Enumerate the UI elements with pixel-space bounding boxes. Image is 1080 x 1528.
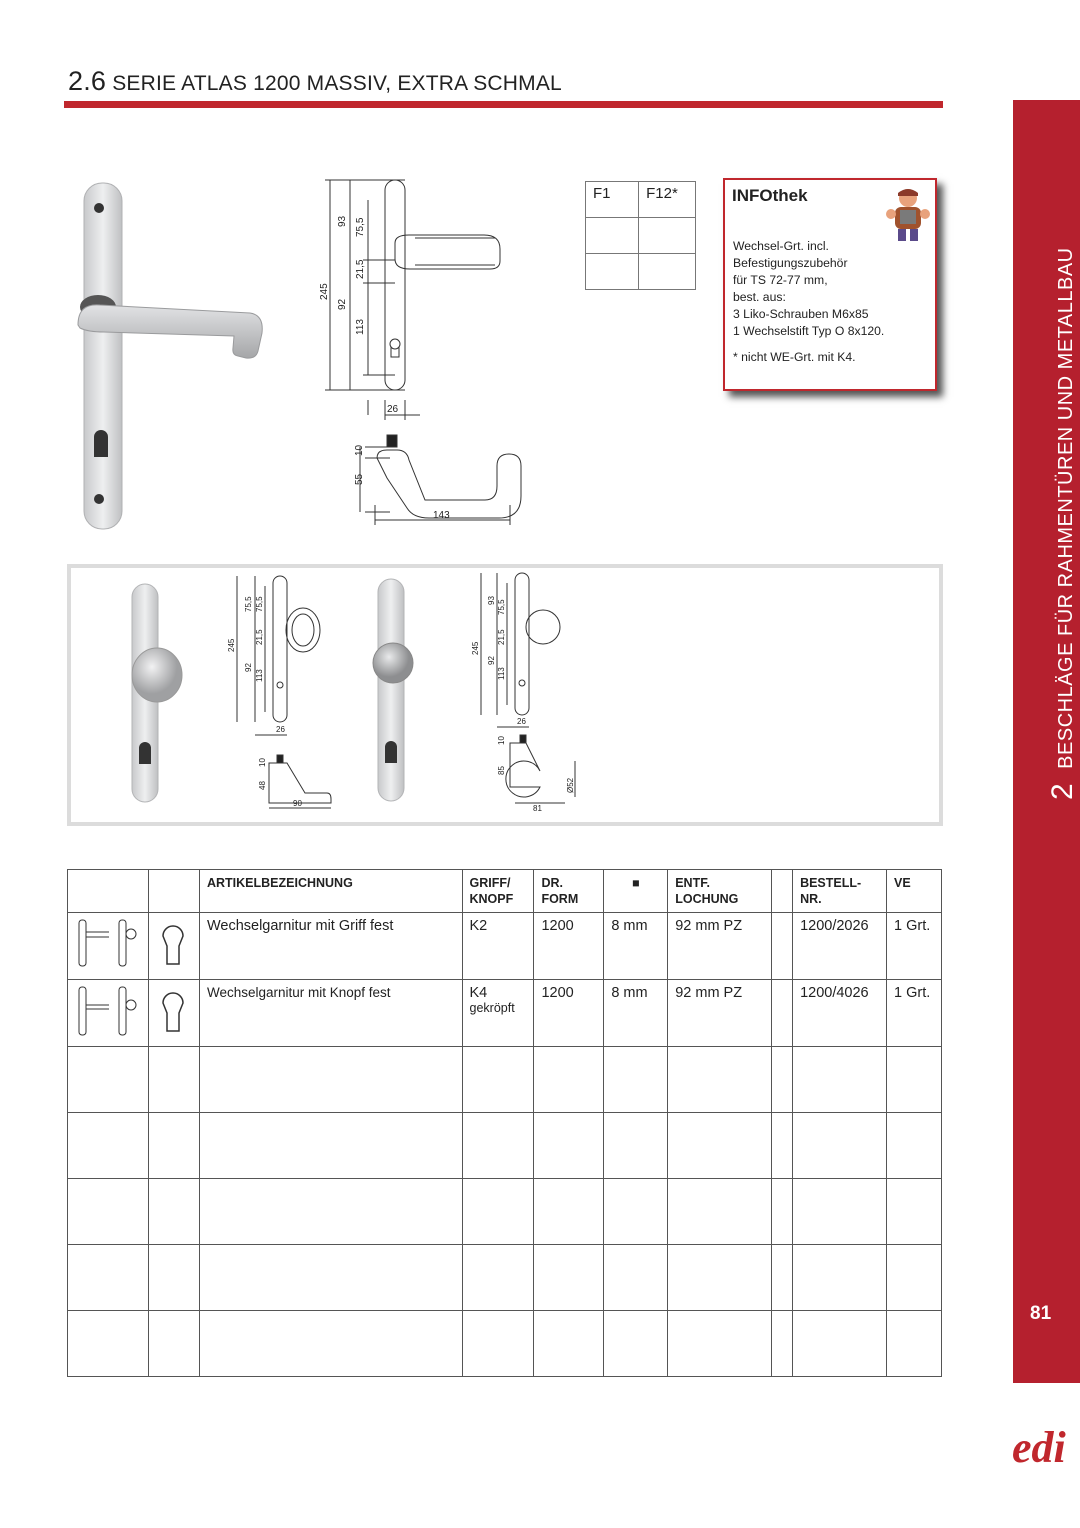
cell-blank — [772, 980, 793, 1047]
dim-113: 113 — [255, 669, 264, 682]
empty-row — [68, 1179, 942, 1245]
empty-row — [68, 1245, 942, 1311]
product-table — [67, 869, 942, 1377]
col-header-icon — [68, 870, 149, 913]
infothek-note: * nicht WE-Grt. mit K4. — [733, 350, 856, 364]
dim-10: 10 — [258, 758, 267, 767]
empty-cell — [772, 1311, 793, 1377]
empty-cell — [772, 1047, 793, 1113]
col-header-lochung: ENTF. LOCHUNG — [668, 870, 772, 913]
cell-name: Wechselgarnitur mit Knopf fest — [199, 980, 462, 1047]
empty-cell — [462, 1245, 534, 1311]
knob2-photo — [360, 575, 430, 805]
table-header-row — [68, 870, 942, 913]
col-header-artikel: ARTIKELBEZEICHNUNG — [199, 870, 462, 913]
empty-cell — [604, 1179, 668, 1245]
row-handle-icon — [68, 980, 149, 1047]
dim-93: 93 — [337, 215, 348, 227]
cell-griff — [462, 980, 534, 1047]
empty-cell — [887, 1311, 942, 1377]
dim-26: 26 — [387, 404, 399, 415]
empty-cell — [793, 1311, 887, 1377]
col-header-square: ■ — [604, 870, 668, 913]
empty-cell — [534, 1047, 604, 1113]
dim-143: 143 — [433, 510, 450, 521]
dim-21-5: 21,5 — [355, 259, 366, 279]
empty-cell — [887, 1179, 942, 1245]
dim-75-5: 75,5 — [244, 596, 253, 612]
table-row — [68, 913, 942, 980]
empty-cell — [772, 1245, 793, 1311]
infothek-line: 3 Liko-Schrauben M6x85 — [733, 307, 869, 321]
finish-f1: F1 — [586, 182, 639, 218]
empty-cell — [793, 1113, 887, 1179]
knob1-drawing — [225, 572, 345, 812]
dim-113: 113 — [497, 667, 506, 680]
cell-square: 8 mm — [604, 913, 668, 980]
mascot-icon — [885, 186, 931, 244]
empty-row — [68, 1311, 942, 1377]
cell-form: 1200 — [534, 980, 604, 1047]
griff-code: K2 — [469, 918, 488, 934]
empty-cell — [534, 1245, 604, 1311]
dim-90: 90 — [293, 799, 302, 808]
dim-48: 48 — [258, 781, 267, 790]
col-header-nr: BESTELL- NR. — [793, 870, 887, 913]
knob2-drawing — [465, 565, 590, 815]
empty-cell — [887, 1047, 942, 1113]
dim-10: 10 — [354, 444, 365, 456]
finish-cell — [586, 218, 639, 254]
dim-21-5: 21,5 — [497, 629, 506, 645]
infothek-title: INFOthek — [732, 186, 808, 205]
dim-245: 245 — [471, 641, 480, 655]
empty-cell — [887, 1245, 942, 1311]
empty-cell — [793, 1179, 887, 1245]
dim-75-5: 75,5 — [355, 217, 366, 237]
dim-113: 113 — [355, 319, 366, 335]
dim-92: 92 — [244, 663, 253, 672]
empty-cell — [148, 1047, 199, 1113]
col-header-griff: GRIFF/ KNOPF — [462, 870, 534, 913]
empty-cell — [534, 1311, 604, 1377]
empty-cell — [668, 1047, 772, 1113]
empty-cell — [68, 1311, 149, 1377]
cell-ve: 1 Grt. — [887, 980, 942, 1047]
empty-cell — [199, 1113, 462, 1179]
edi-logo: edi — [1012, 1423, 1066, 1472]
handle-drawing — [315, 175, 525, 535]
dim-85: 85 — [497, 766, 506, 775]
col-header-cylinder — [148, 870, 199, 913]
finish-grid — [585, 181, 696, 290]
page-title — [68, 66, 562, 97]
empty-cell — [793, 1047, 887, 1113]
cell-blank — [772, 913, 793, 980]
table-row — [68, 980, 942, 1047]
infothek-line: für TS 72-77 mm, — [733, 273, 828, 287]
finish-cell — [639, 254, 696, 290]
dim-75-5: 75,5 — [255, 596, 264, 612]
finish-cell — [586, 254, 639, 290]
row-handle-icon — [68, 913, 149, 980]
empty-cell — [148, 1245, 199, 1311]
empty-cell — [68, 1113, 149, 1179]
cell-name: Wechselgarnitur mit Griff fest — [199, 913, 462, 980]
cell-ve: 1 Grt. — [887, 913, 942, 980]
empty-cell — [604, 1245, 668, 1311]
empty-cell — [148, 1113, 199, 1179]
empty-cell — [68, 1179, 149, 1245]
cell-form: 1200 — [534, 913, 604, 980]
empty-cell — [604, 1113, 668, 1179]
chapter-title: BESCHLÄGE FÜR RAHMENTÜREN UND METALLBAU — [1055, 247, 1077, 769]
empty-cell — [68, 1047, 149, 1113]
col-header-form: DR. FORM — [534, 870, 604, 913]
empty-cell — [887, 1113, 942, 1179]
section-number: 2.6 — [68, 66, 107, 96]
dim-92: 92 — [487, 656, 496, 665]
page-number: 81 — [1030, 1303, 1052, 1324]
empty-cell — [462, 1179, 534, 1245]
empty-cell — [534, 1113, 604, 1179]
col-header-ve: VE — [887, 870, 942, 913]
empty-cell — [462, 1047, 534, 1113]
infothek-line: Befestigungszubehör — [733, 256, 848, 270]
handle-knob-icon — [75, 918, 139, 968]
empty-cell — [668, 1311, 772, 1377]
empty-cell — [148, 1179, 199, 1245]
empty-cell — [199, 1311, 462, 1377]
dim-26: 26 — [517, 717, 526, 726]
cell-lochung: 92 mm PZ — [668, 913, 772, 980]
empty-cell — [604, 1047, 668, 1113]
empty-cell — [534, 1179, 604, 1245]
empty-cell — [68, 1245, 149, 1311]
chapter-number: 2 — [1046, 782, 1079, 800]
dim-245: 245 — [319, 283, 330, 300]
empty-cell — [604, 1311, 668, 1377]
empty-cell — [772, 1179, 793, 1245]
cell-square: 8 mm — [604, 980, 668, 1047]
cell-nr: 1200/4026 — [793, 980, 887, 1047]
finish-cell — [639, 218, 696, 254]
profile-cylinder-icon — [156, 918, 190, 970]
header-rule — [64, 101, 943, 108]
section-title: SERIE ATLAS 1200 MASSIV, EXTRA SCHMAL — [112, 72, 562, 95]
row-cylinder-icon — [148, 980, 199, 1047]
empty-cell — [462, 1113, 534, 1179]
griff-code: K4 — [469, 985, 488, 1001]
empty-cell — [772, 1113, 793, 1179]
dim-93: 93 — [487, 596, 496, 605]
knob1-photo — [120, 580, 200, 805]
empty-cell — [668, 1245, 772, 1311]
infothek-line: Wechsel-Grt. incl. — [733, 239, 829, 253]
col-header-blank — [772, 870, 793, 913]
profile-cylinder-icon — [156, 985, 190, 1037]
empty-cell — [199, 1245, 462, 1311]
finish-f12: F12* — [639, 182, 696, 218]
dim-245: 245 — [227, 638, 236, 652]
infothek-line: best. aus: — [733, 290, 786, 304]
empty-cell — [793, 1245, 887, 1311]
handle-photo — [70, 175, 270, 535]
empty-cell — [199, 1047, 462, 1113]
empty-cell — [148, 1311, 199, 1377]
handle-knob-icon — [75, 985, 139, 1037]
dim-81: 81 — [533, 804, 542, 813]
cell-griff — [462, 913, 534, 980]
griff-sub: gekröpft — [469, 1001, 515, 1015]
cell-lochung: 92 mm PZ — [668, 980, 772, 1047]
empty-row — [68, 1047, 942, 1113]
infothek-box — [723, 178, 937, 391]
empty-cell — [199, 1179, 462, 1245]
empty-cell — [668, 1179, 772, 1245]
row-cylinder-icon — [148, 913, 199, 980]
dim-10: 10 — [497, 736, 506, 745]
dim-92: 92 — [337, 298, 348, 310]
empty-cell — [462, 1311, 534, 1377]
dim-52: Ø52 — [566, 777, 575, 793]
chapter-label — [1046, 247, 1080, 800]
infothek-line: 1 Wechselstift Typ O 8x120. — [733, 324, 885, 338]
dim-55: 55 — [354, 473, 365, 485]
dim-21-5: 21,5 — [255, 629, 264, 645]
empty-row — [68, 1113, 942, 1179]
empty-cell — [668, 1113, 772, 1179]
dim-26: 26 — [276, 725, 285, 734]
cell-nr: 1200/2026 — [793, 913, 887, 980]
dim-75-5: 75,5 — [497, 599, 506, 615]
